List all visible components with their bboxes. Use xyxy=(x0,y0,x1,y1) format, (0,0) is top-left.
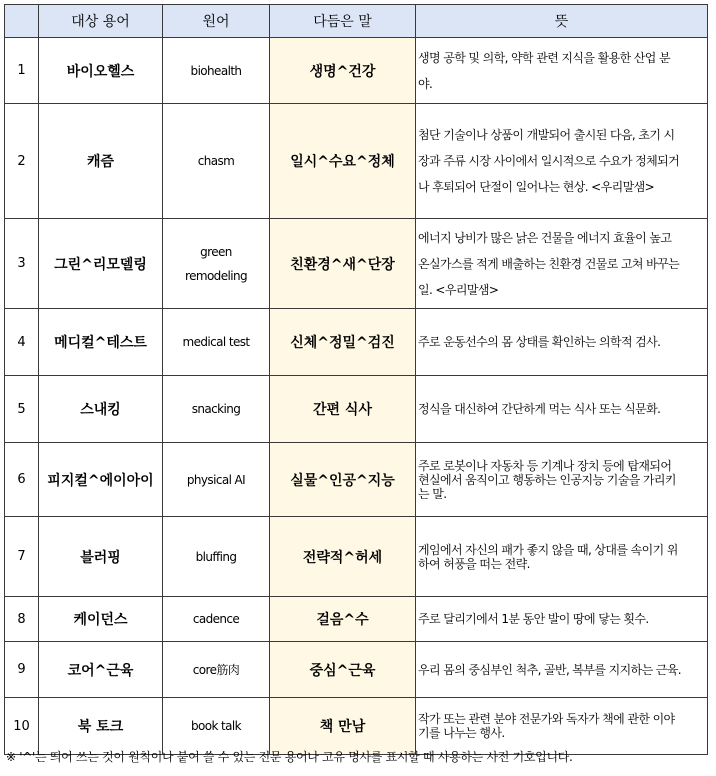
target-term: 북 토크 xyxy=(39,698,163,755)
meaning-line: 주로 운동선수의 몸 상태를 확인하는 의학적 검사. xyxy=(418,335,661,349)
meaning-line: 일. <우리말샘> xyxy=(418,282,499,297)
original-word-line: physical AI xyxy=(186,472,246,487)
refined-word: 책 만남 xyxy=(270,698,416,755)
refined-word: 전략적^허세 xyxy=(270,517,416,597)
meaning xyxy=(416,376,708,443)
meaning xyxy=(416,597,708,642)
original-word-line: bluffing xyxy=(195,549,237,564)
meaning xyxy=(416,642,708,698)
meaning-line: 생명 공학 및 의학, 약학 관련 지식을 활용한 산업 분 xyxy=(418,50,670,65)
refined-word: 친환경^새^단장 xyxy=(270,219,416,309)
table-row xyxy=(5,38,708,104)
original-word xyxy=(163,642,270,698)
meaning-line: 야. xyxy=(418,76,433,91)
table-row xyxy=(5,443,708,517)
table-row xyxy=(5,309,708,376)
row-number: 4 xyxy=(5,309,39,376)
row-number: 1 xyxy=(5,38,39,104)
target-term: 코어^근육 xyxy=(39,642,163,698)
original-word-line: remodeling xyxy=(185,268,247,283)
meaning-line: 주로 달리기에서 1분 동안 발이 땅에 닿는 횟수. xyxy=(418,612,649,626)
header-meaning: 뜻 xyxy=(416,5,708,38)
original-word-line: biohealth xyxy=(190,63,242,78)
meaning-line: 온실가스를 적게 배출하는 친환경 건물로 고쳐 바꾸는 xyxy=(418,256,680,271)
target-term: 메디컬^테스트 xyxy=(39,309,163,376)
meaning-line: 첨단 기술이나 상품이 개발되어 출시된 다음, 초기 시 xyxy=(418,128,675,142)
original-word xyxy=(163,517,270,597)
original-word xyxy=(163,376,270,443)
table-row xyxy=(5,104,708,219)
refined-word: 간편 식사 xyxy=(270,376,416,443)
target-term: 그린^리모델링 xyxy=(39,219,163,309)
table-row xyxy=(5,517,708,597)
refined-word: 신체^정밀^검진 xyxy=(270,309,416,376)
meaning-line: 정식을 대신하여 간단하게 먹는 식사 또는 식문화. xyxy=(418,402,661,416)
row-number: 5 xyxy=(5,376,39,443)
refined-word: 실물^인공^지능 xyxy=(270,443,416,517)
original-word-line: core筋肉 xyxy=(192,662,240,677)
target-term: 캐즘 xyxy=(39,104,163,219)
original-word-line: medical test xyxy=(182,335,250,349)
meaning xyxy=(416,219,708,309)
original-word xyxy=(163,38,270,104)
terms-table-container xyxy=(4,4,707,755)
original-word-line: green xyxy=(200,244,232,259)
target-term: 피지컬^에이아이 xyxy=(39,443,163,517)
row-number: 2 xyxy=(5,104,39,219)
row-number: 6 xyxy=(5,443,39,517)
original-word-line: cadence xyxy=(192,612,240,626)
original-word xyxy=(163,443,270,517)
row-number: 7 xyxy=(5,517,39,597)
target-term: 스내킹 xyxy=(39,376,163,443)
header-original-word: 원어 xyxy=(163,5,270,38)
refined-word: 일시^수요^정체 xyxy=(270,104,416,219)
header-row xyxy=(5,5,708,38)
row-number: 9 xyxy=(5,642,39,698)
target-term: 바이오헬스 xyxy=(39,38,163,104)
table-row xyxy=(5,376,708,443)
row-number: 3 xyxy=(5,219,39,309)
original-word xyxy=(163,597,270,642)
table-row xyxy=(5,698,708,755)
header-refined-word: 다듬은 말 xyxy=(270,5,416,38)
meaning xyxy=(416,38,708,104)
meaning-line: 게임에서 자신의 패가 좋지 않을 때, 상대를 속이기 위 xyxy=(418,542,678,557)
meaning-line: 는 말. xyxy=(418,486,447,501)
meaning-line: 장과 주류 시장 사이에서 일시적으로 수요가 정체되거 xyxy=(418,154,680,168)
meaning-line: 작가 또는 관련 분야 전문가와 독자가 책에 관한 이야 xyxy=(418,712,675,726)
meaning xyxy=(416,309,708,376)
row-number: 10 xyxy=(5,698,39,755)
terms-table xyxy=(4,4,708,755)
meaning-line: 에너지 낭비가 많은 낡은 건물을 에너지 효율이 높고 xyxy=(418,230,672,245)
meaning xyxy=(416,517,708,597)
meaning-line: 우리 몸의 중심부인 척추, 골반, 복부를 지지하는 근육. xyxy=(418,662,681,677)
original-word xyxy=(163,309,270,376)
row-number: 8 xyxy=(5,597,39,642)
table-row xyxy=(5,642,708,698)
table-row xyxy=(5,219,708,309)
target-term: 케이던스 xyxy=(39,597,163,642)
original-word xyxy=(163,104,270,219)
original-word xyxy=(163,219,270,309)
meaning-line: 기를 나누는 행사. xyxy=(418,726,505,740)
refined-word: 걸음^수 xyxy=(270,597,416,642)
original-word xyxy=(163,698,270,755)
original-word-line: chasm xyxy=(197,154,235,168)
meaning-line: 나 후퇴되어 단절이 일어나는 현상. <우리말샘> xyxy=(418,180,655,194)
refined-word: 중심^근육 xyxy=(270,642,416,698)
original-word-line: book talk xyxy=(190,719,241,733)
target-term: 블러핑 xyxy=(39,517,163,597)
table-row xyxy=(5,597,708,642)
meaning xyxy=(416,104,708,219)
meaning xyxy=(416,698,708,755)
meaning-line: 현실에서 움직이고 행동하는 인공지능 기술을 가리키 xyxy=(418,472,676,487)
meaning xyxy=(416,443,708,517)
refined-word: 생명^건강 xyxy=(270,38,416,104)
footnote: ※ '^'는 띄어 쓰는 것이 원칙이나 붙여 쓸 수 있는 전문 용어나 고유 명사를 표시할 때 사용하는 사전 기호입니다. xyxy=(6,750,573,764)
header-number xyxy=(5,5,39,38)
header-target-term: 대상 용어 xyxy=(39,5,163,38)
meaning-line: 주로 로봇이나 자동차 등 기계나 장치 등에 탑재되어 xyxy=(418,458,672,473)
original-word-line: snacking xyxy=(191,402,241,416)
table-body xyxy=(5,38,708,755)
meaning-line: 하여 허풍을 떠는 전략. xyxy=(418,556,530,571)
